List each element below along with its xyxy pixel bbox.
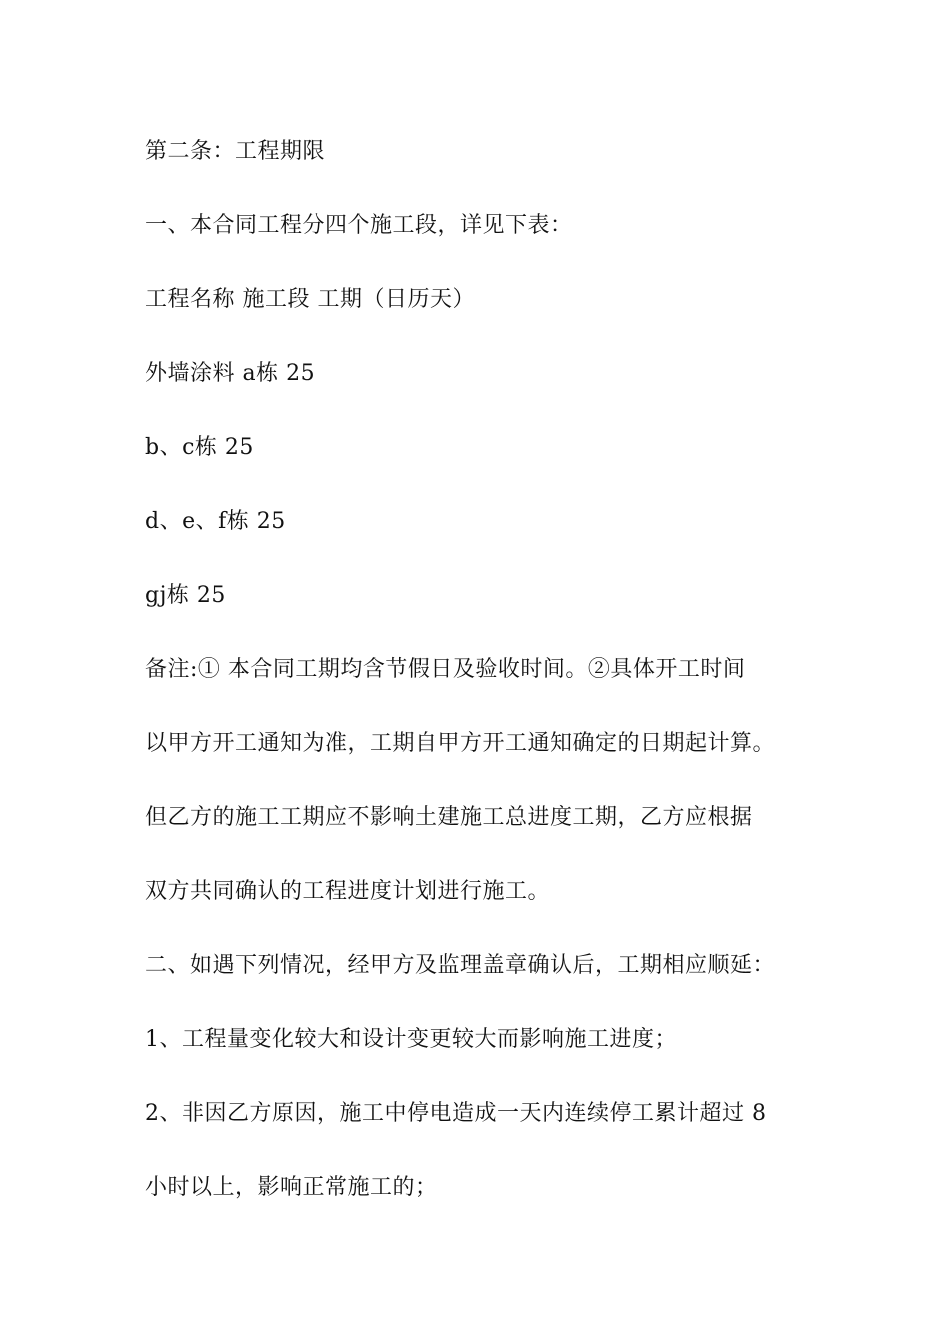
table-row-line: 外墙涂料 a栋 25 (145, 361, 316, 386)
remark-line: 但乙方的施工工期应不影响土建施工总进度工期，乙方应根据 (145, 805, 753, 830)
list-item-line: 1、工程量变化较大和设计变更较大而影响施工进度； (145, 1027, 677, 1052)
table-row-line: b、c栋 25 (145, 435, 254, 460)
paragraph-line: 二、如遇下列情况，经甲方及监理盖章确认后，工期相应顺延： (145, 953, 776, 978)
remark-line: 双方共同确认的工程进度计划进行施工。 (145, 879, 551, 904)
remark-line: 备注:① 本合同工期均含节假日及验收时间。②具体开工时间 (145, 657, 746, 682)
document-body (145, 132, 845, 1242)
table-row-line: d、e、f栋 25 (145, 509, 286, 534)
article-heading: 第二条：工程期限 (145, 139, 326, 164)
list-item-line: 小时以上，影响正常施工的； (145, 1175, 438, 1200)
remark-line: 以甲方开工通知为准，工期自甲方开工通知确定的日期起计算。 (145, 731, 776, 756)
paragraph-line: 一、本合同工程分四个施工段，详见下表： (145, 213, 573, 238)
table-row-line: gj栋 25 (145, 583, 226, 608)
list-item-line: 2、非因乙方原因，施工中停电造成一天内连续停工累计超过 8 (145, 1101, 767, 1126)
table-header-line: 工程名称 施工段 工期（日历天） (145, 287, 475, 312)
